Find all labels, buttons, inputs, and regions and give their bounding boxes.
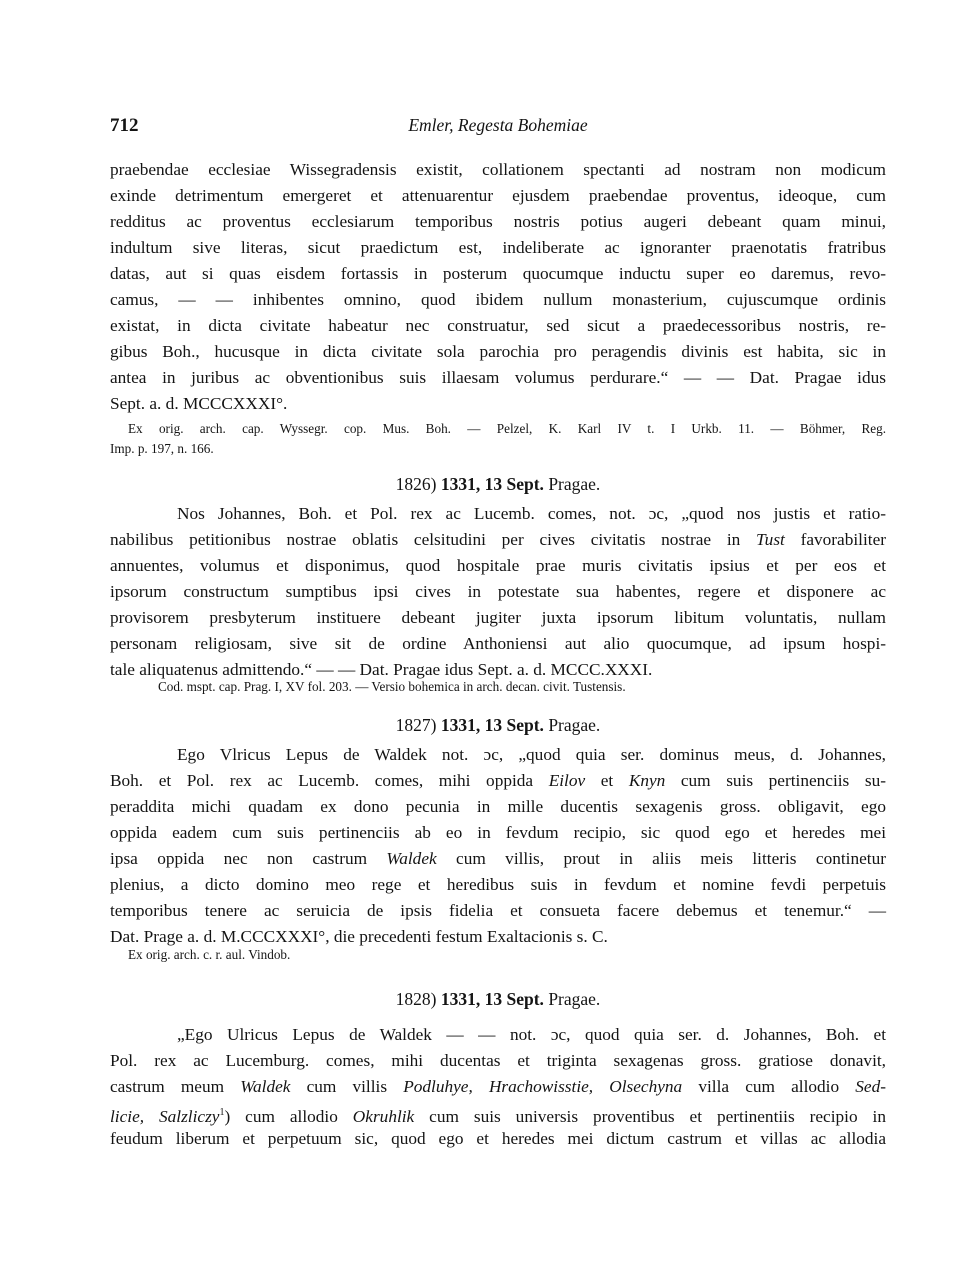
text-line: praebendae ecclesiae Wissegradensis existit, collationem spectanti ad nostram non modicum — [110, 160, 886, 179]
text-line: indultum sive literas, sicut praedictum est, indeliberate ac ignoranter praenotatis fratribus — [110, 238, 886, 257]
page-number: 712 — [110, 115, 139, 136]
text-line: Boh. et Pol. rex ac Lucemb. comes, mihi oppida Eilov et Knyn cum suis pertinenciis su- — [110, 771, 886, 790]
source-note: Imp. p. 197, n. 166. — [110, 441, 214, 456]
text-line: provisorem presbyterum instituere debeant jugiter juxta ipsorum libitum voluntatis, nullam — [110, 608, 886, 627]
text-line: Nos Johannes, Boh. et Pol. rex ac Lucemb. comes, not. ɔc, „quod nos justis et ratio- — [177, 504, 886, 523]
text-line: annuentes, volumus et disponimus, quod hospitale prae muris civitatis ipsius et per eos et — [110, 556, 886, 575]
entry-heading: 1828) 1331, 13 Sept. Pragae. — [395, 989, 601, 1009]
text-line: datas, aut si quas eisdem fortassis in posterum quocumque inductu super eo daremus, revo- — [110, 264, 886, 283]
text-line: feudum liberum et perpetuum sic, quod ego et heredes mei dictum castrum et villas ac allodia — [110, 1129, 886, 1148]
text-line: plenius, a dicto domino meo rege et heredibus suis in fevdum et nomine fevdi perpetuis — [110, 875, 886, 894]
source-note: Ex orig. arch. c. r. aul. Vindob. — [128, 947, 291, 962]
text-line: Dat. Prage a. d. M.CCCXXXI°, die precedenti festum Exaltacionis s. C. — [110, 927, 608, 946]
text-line: licie, Salzliczy$^1$) cum allodio Okruhlik cum suis universis proventibus et pertinentiis recipio in — [110, 1106, 886, 1126]
entry-heading: 1827) 1331, 13 Sept. Pragae. — [395, 715, 601, 735]
text-line: personam religiosam, sive sit de ordine Anthoniensi aut alio quocumque, ad ipsum hospi- — [110, 634, 886, 653]
text-line: tale aliquatenus admittendo.“ — — Dat. Pragae idus Sept. a. d. MCCC.XXXI. — [110, 660, 653, 679]
text-line: castrum meum Waldek cum villis Podluhye, Hrachowisstie, Olsechyna villa cum allodio Sed- — [110, 1077, 886, 1096]
text-line: ipsorum constructum sumptibus ipsi cives in potestate sua habentes, regere et disponere ac — [110, 582, 886, 601]
text-line: ipsa oppida nec non castrum Waldek cum villis, prout in aliis meis litteris continetur — [110, 849, 886, 868]
entry-heading: 1826) 1331, 13 Sept. Pragae. — [395, 474, 601, 494]
text-line: temporibus tenere ac seruicia de ipsis fidelia et consueta facere debemus et tenemur.“ — — [110, 901, 886, 920]
source-note: Ex orig. arch. cap. Wyssegr. cop. Mus. Boh. — Pelzel, K. Karl IV t. I Urkb. 11. — Böhmer, Reg. — [128, 421, 886, 436]
text-line: exinde detrimentum emergeret et attenuarentur ejusdem praebendae proventus, ideoque, cum — [110, 186, 886, 205]
text-line: Ego Vlricus Lepus de Waldek not. ɔc, „quod quia ser. dominus meus, d. Johannes, — [177, 745, 886, 764]
text-line: oppida eadem cum suis pertinenciis ab eo in fevdum recipio, sic quod ego et heredes mei — [110, 823, 886, 842]
text-line: peraddita michi quadam ex dono pecunia in mille ducentis sexagenis gross. obligavit, ego — [110, 797, 886, 816]
text-line: camus, — — inhibentes omnino, quod ibidem nullum monasterium, cujuscumque ordinis — [110, 290, 886, 309]
text-line: „Ego Ulricus Lepus de Waldek — — not. ɔc, quod quia ser. d. Johannes, Boh. et — [177, 1025, 886, 1044]
page-header — [110, 115, 886, 139]
text-line: nabilibus petitionibus nostrae oblatis celsitudini per cives civitatis nostrae in Tust favorabiliter — [110, 530, 886, 549]
text-line: existat, in dicta civitate habeatur nec construatur, sed sicut a praedecessoribus nostris, re- — [110, 316, 886, 335]
text-line: gibus Boh., hucusque in dicta civitate sola parochia pro peragendis divinis est habita, sic in — [110, 342, 886, 361]
text-line: Pol. rex ac Lucemburg. comes, mihi ducentas et triginta sexagenas gross. gratiose donavit, — [110, 1051, 886, 1070]
footnote-marker: 1 — [219, 1107, 225, 1118]
text-line: Sept. a. d. MCCCXXXI°. — [110, 394, 288, 413]
source-note: Cod. mspt. cap. Prag. I, XV fol. 203. — Versio bohemica in arch. decan. civit. Tustensis. — [158, 679, 626, 694]
text-line: antea in juribus ac obventionibus suis illaesam volumus perdurare.“ — — Dat. Pragae idus — [110, 368, 886, 387]
running-title: Emler, Regesta Bohemiae — [408, 115, 588, 135]
text-line: redditus ac proventus ecclesiarum temporibus nostris potius augeri debeant quam minui, — [110, 212, 886, 231]
